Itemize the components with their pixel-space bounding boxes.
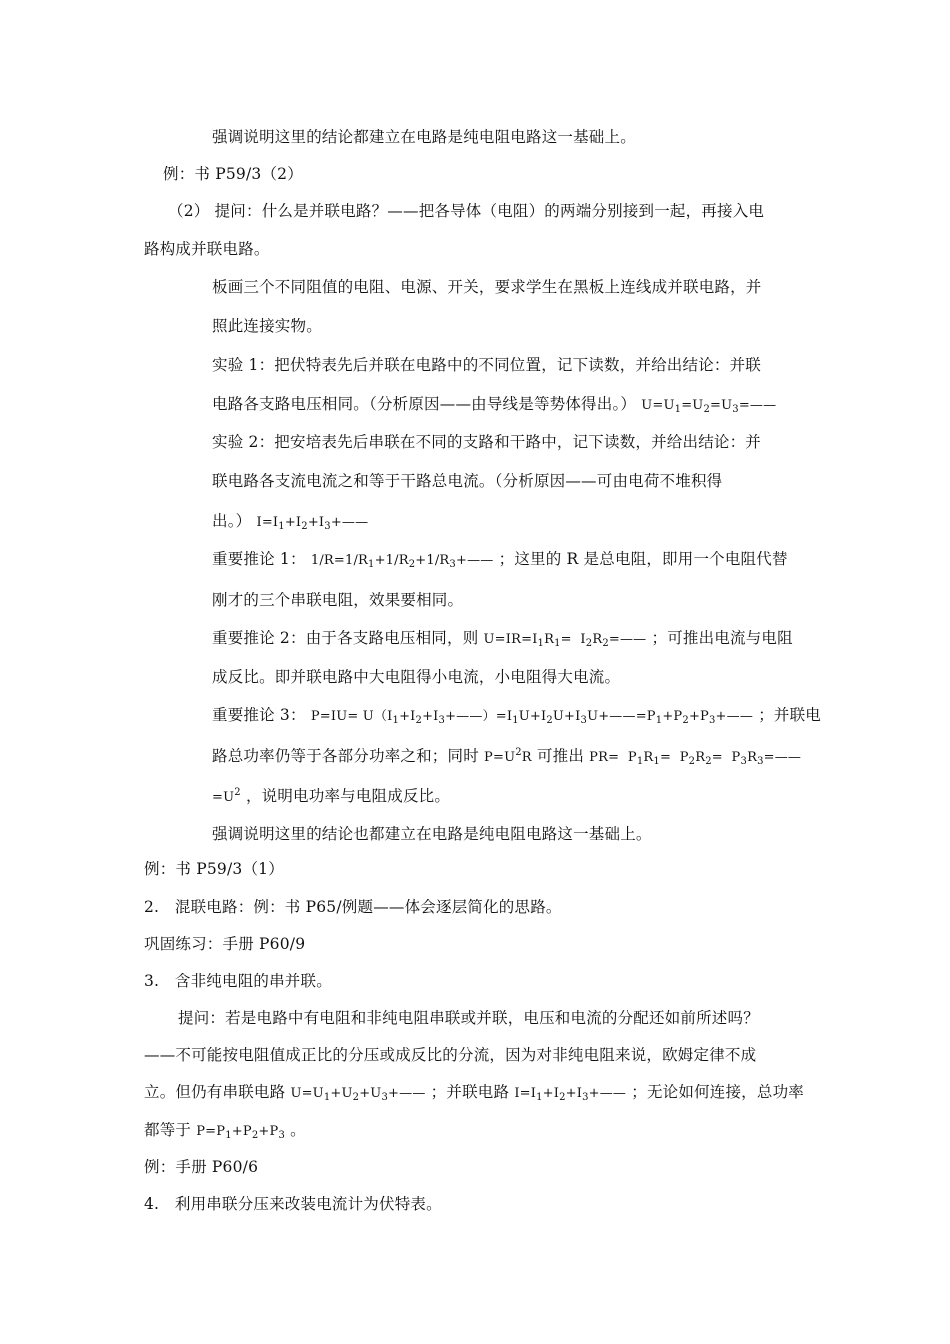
text-segment: ；这里的 R 是总电阻，即用一个电阻代替 <box>498 550 788 568</box>
text-line <box>212 511 368 533</box>
formula-current: $I=I_1+I_2+I_3+——$ <box>256 515 369 532</box>
text-line <box>212 746 801 768</box>
formula-pr: $PR= P_1R_1= P_2R_2=$ $P_3R_3=——$ <box>589 750 802 767</box>
text-segment: 都等于 <box>144 1121 197 1139</box>
text-line: 实验 1：把伏特表先后并联在电路中的不同位置，记下读数，并给出结论：并联 <box>212 356 761 374</box>
formula-series-u: $U=U_1+U_2+U_3+——$ <box>290 1086 426 1103</box>
text-line: 实验 2：把安培表先后串联在不同的支路和干路中，记下读数，并给出结论：并 <box>212 433 761 451</box>
text-line: 例：手册 P60/6 <box>144 1158 259 1176</box>
text-segment: 路总功率仍等于各部分功率之和；同时 <box>212 747 485 765</box>
formula-total-power: $P=P_1+P_2+P_3$ <box>196 1124 286 1141</box>
text-line: ——不可能按电阻值成正比的分压或成反比的分流，因为对非纯电阻来说，欧姆定律不成 <box>144 1046 757 1064</box>
formula-power: $P=IU= U(I_1+I_2+I_3+——)=I_1U+I_2U+I_3U+——=P_1+P_2+P_3+——$ <box>310 709 754 726</box>
text-line: 提问：若是电路中有电阻和非纯电阻串联或并联，电压和电流的分配还如前所述吗？ <box>178 1009 759 1027</box>
text-line: 巩固练习：手册 P60/9 <box>144 935 306 953</box>
formula-ir: $U=IR=I_1R_1=$ $I_2R_2=——$ <box>483 632 647 649</box>
text-line <box>212 628 793 650</box>
text-segment: 可推出 <box>536 747 590 765</box>
text-segment: 重要推论 2：由于各支路电压相同，则 <box>212 629 484 647</box>
text-line: 路构成并联电路。 <box>144 240 270 258</box>
text-segment: 重要推论 3： <box>212 706 306 724</box>
formula-p-u2r: $P=U^2R$ <box>484 747 532 765</box>
text-line: 联电路各支流电流之和等于干路总电流。（分析原因——可由电荷不堆积得 <box>212 472 723 490</box>
text-segment: ；并联电路 <box>430 1083 515 1101</box>
text-line <box>212 786 450 808</box>
text-segment: 重要推论 1： <box>212 550 306 568</box>
text-line <box>212 705 821 727</box>
text-line <box>144 1082 804 1104</box>
formula-u2: $=U^2$ <box>212 787 241 805</box>
text-line <box>144 1120 306 1142</box>
text-segment: ；可推出电流与电阻 <box>651 629 793 647</box>
formula-resistance: $1/R=1/R_1+1/R_2+1/R_3+——$ <box>310 553 494 570</box>
text-segment: ，说明电功率与电阻成反比。 <box>245 787 451 805</box>
formula-voltage: $U=U_1=U_2=U_3=——$ <box>641 398 777 415</box>
text-line: 2. 混联电路：例：书 P65/例题——体会逐层简化的思路。 <box>144 898 562 916</box>
text-line: 强调说明这里的结论也都建立在电路是纯电阻电路这一基础上。 <box>212 825 652 843</box>
text-line: （2） 提问：什么是并联电路？——把各导体（电阻）的两端分别接到一起，再接入电 <box>168 202 765 220</box>
text-line: 刚才的三个串联电阻，效果要相同。 <box>212 591 464 609</box>
text-segment: ；并联电 <box>758 706 821 724</box>
text-line: 4. 利用串联分压来改装电流计为伏特表。 <box>144 1195 442 1213</box>
text-segment: 出。） <box>212 512 252 530</box>
formula-parallel-i: $I=I_1+I_2+I_3+——$ <box>514 1086 627 1103</box>
text-line: 3. 含非纯电阻的串并联。 <box>144 972 332 990</box>
text-line: 板画三个不同阻值的电阻、电源、开关，要求学生在黑板上连线成并联电路，并 <box>212 278 762 296</box>
text-line: 强调说明这里的结论都建立在电路是纯电阻电路这一基础上。 <box>212 128 636 146</box>
text-segment: ；无论如何连接，总功率 <box>631 1083 804 1101</box>
text-line: 例：书 P59/3（1） <box>144 860 284 878</box>
text-line: 照此连接实物。 <box>212 317 322 335</box>
text-line <box>212 394 776 416</box>
text-line: 成反比。即并联电路中大电阻得小电流，小电阻得大电流。 <box>212 668 621 686</box>
text-line <box>212 549 788 571</box>
text-segment: 。 <box>290 1121 306 1139</box>
text-segment: 立。但仍有串联电路 <box>144 1083 291 1101</box>
text-segment: 电路各支路电压相同。（分析原因——由导线是等势体得出。） <box>212 395 637 413</box>
text-line: 例：书 P59/3（2） <box>163 165 303 183</box>
